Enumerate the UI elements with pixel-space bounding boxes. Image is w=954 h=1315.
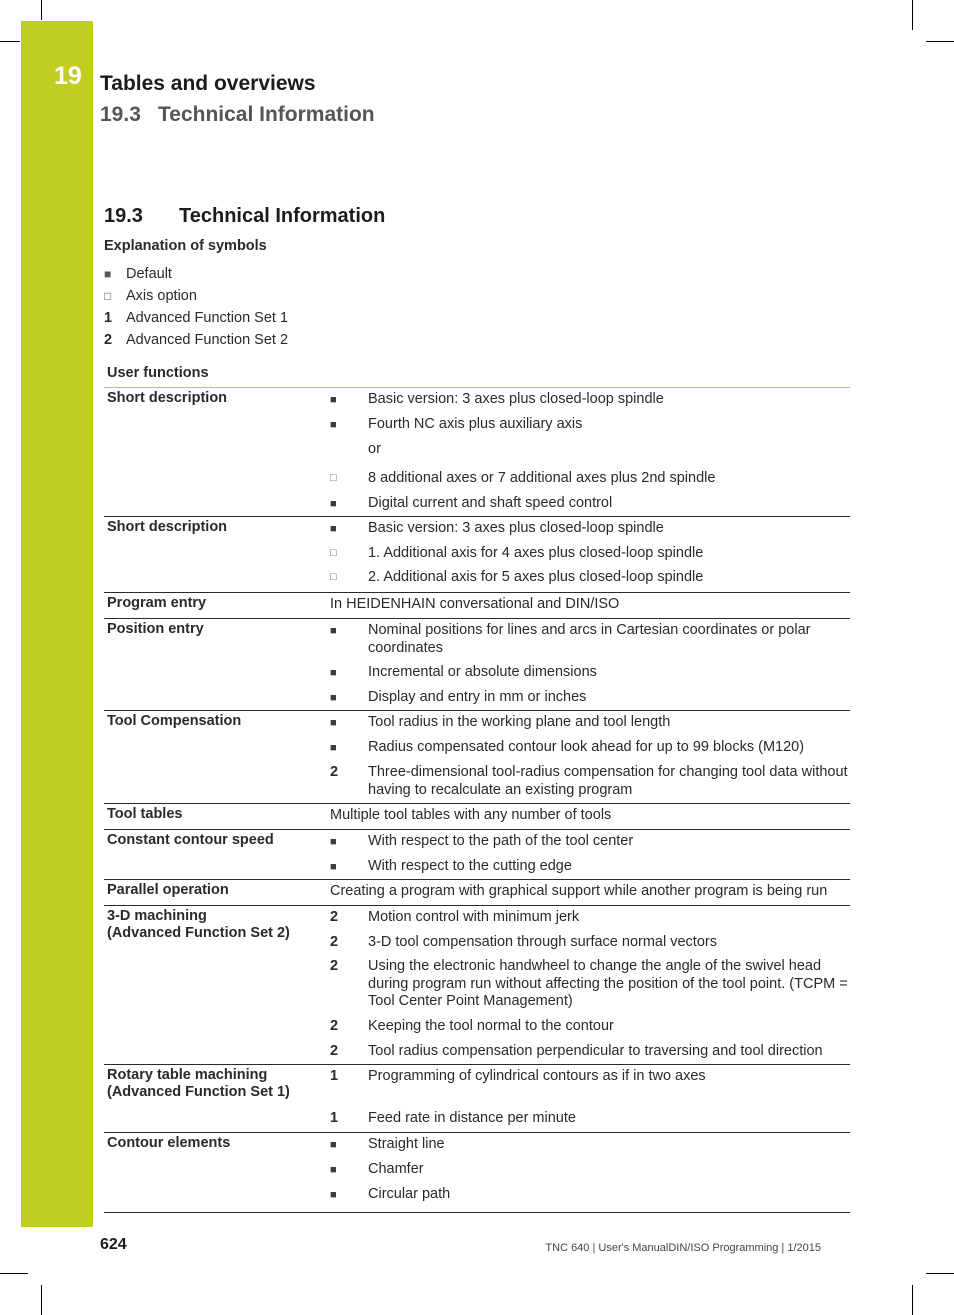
chapter-title: Tables and overviews bbox=[100, 72, 316, 95]
item-text: Tool radius compensation perpendicular to traversing and tool direction bbox=[368, 1043, 823, 1059]
row-item bbox=[330, 664, 850, 682]
page-number: 624 bbox=[100, 1236, 127, 1253]
default-bullet-icon: ■ bbox=[330, 1189, 337, 1201]
row-label: Tool Compensation bbox=[107, 713, 242, 729]
item-text: Incremental or absolute dimensions bbox=[368, 664, 597, 680]
row-item bbox=[330, 739, 850, 757]
row-label: 3-D machining (Advanced Function Set 2) bbox=[107, 908, 290, 941]
function-set-number: 2 bbox=[330, 1043, 339, 1059]
table-row bbox=[104, 1133, 850, 1213]
item-text: Basic version: 3 axes plus closed-loop spindle bbox=[368, 520, 664, 536]
option-bullet-icon: □ bbox=[330, 547, 337, 559]
table-title: User functions bbox=[107, 365, 209, 381]
table-row bbox=[104, 880, 850, 906]
row-item bbox=[330, 520, 850, 538]
row-item bbox=[330, 934, 850, 952]
row-label: Short description bbox=[107, 390, 228, 406]
section-number: 19.3 bbox=[104, 205, 143, 227]
item-text: 2. Additional axis for 5 axes plus closed-loop spindle bbox=[368, 569, 704, 585]
row-label: Short description bbox=[107, 519, 228, 535]
row-item bbox=[330, 441, 850, 459]
item-text: With respect to the cutting edge bbox=[368, 858, 572, 874]
row-item bbox=[330, 495, 850, 513]
section-title: Technical Information bbox=[179, 205, 386, 227]
row-item bbox=[330, 909, 850, 927]
item-text: Straight line bbox=[368, 1136, 445, 1152]
row-label: Position entry bbox=[107, 621, 204, 637]
default-bullet-icon: ■ bbox=[330, 498, 337, 510]
row-item bbox=[330, 596, 850, 614]
item-text: Tool radius in the working plane and tool length bbox=[368, 714, 671, 730]
section-heading bbox=[104, 205, 385, 228]
chapter-number: 19 bbox=[54, 62, 82, 90]
legend-text: Advanced Function Set 1 bbox=[126, 310, 289, 326]
table-row bbox=[104, 830, 850, 880]
footer-text: TNC 640 | User's ManualDIN/ISO Programming | 1/2015 bbox=[545, 1242, 821, 1254]
option-symbol-icon: □ bbox=[104, 289, 112, 303]
option-bullet-icon: □ bbox=[330, 472, 337, 484]
legend-item bbox=[104, 307, 504, 329]
row-label: Contour elements bbox=[107, 1135, 231, 1151]
row-label: Rotary table machining (Advanced Function Set 1) bbox=[107, 1067, 290, 1100]
item-text: Motion control with minimum jerk bbox=[368, 909, 580, 925]
legend-text: Default bbox=[126, 266, 172, 282]
running-section-number: 19.3 bbox=[100, 103, 141, 126]
function-set-number: 2 bbox=[330, 764, 339, 780]
crop-mark bbox=[0, 41, 20, 42]
legend-text: Axis option bbox=[126, 288, 197, 304]
function-set-number: 2 bbox=[330, 1018, 339, 1034]
item-text: Display and entry in mm or inches bbox=[368, 689, 587, 705]
function-set-number: 1 bbox=[330, 1068, 339, 1084]
crop-mark bbox=[912, 1285, 913, 1315]
default-bullet-icon: ■ bbox=[330, 861, 337, 873]
row-item bbox=[330, 470, 850, 488]
item-text: In HEIDENHAIN conversational and DIN/ISO bbox=[330, 596, 620, 612]
row-item bbox=[330, 622, 850, 657]
item-text: Using the electronic handwheel to change the angle of the swivel head during program run without affecting the position of the tool point. (TCPM = Tool Center Point Management) bbox=[368, 958, 848, 1009]
symbols-explanation-title: Explanation of symbols bbox=[104, 238, 267, 254]
table-row bbox=[104, 593, 850, 619]
row-item bbox=[330, 764, 850, 799]
user-functions-table bbox=[104, 388, 850, 1213]
row-item bbox=[330, 833, 850, 851]
item-text: Fourth NC axis plus auxiliary axis bbox=[368, 416, 583, 432]
table-row bbox=[104, 804, 850, 830]
row-label: Tool tables bbox=[107, 806, 183, 822]
item-text: Digital current and shaft speed control bbox=[368, 495, 613, 511]
default-bullet-icon: ■ bbox=[330, 836, 337, 848]
item-text: 1. Additional axis for 4 axes plus closed-loop spindle bbox=[368, 545, 704, 561]
running-section-header bbox=[100, 103, 375, 127]
item-text: 8 additional axes or 7 additional axes plus 2nd spindle bbox=[368, 470, 716, 486]
item-text: Three-dimensional tool-radius compensation for changing tool data without having to recalculate an existing program bbox=[368, 764, 848, 798]
default-symbol-icon: ■ bbox=[104, 267, 112, 281]
table-row bbox=[104, 906, 850, 1065]
row-item bbox=[330, 1136, 850, 1154]
row-label: Program entry bbox=[107, 595, 207, 611]
legend-number: 1 bbox=[104, 310, 113, 326]
item-text: Nominal positions for lines and arcs in Cartesian coordinates or polar coordinates bbox=[368, 622, 811, 656]
function-set-number: 2 bbox=[330, 909, 339, 925]
default-bullet-icon: ■ bbox=[330, 394, 337, 406]
row-item bbox=[330, 1068, 850, 1086]
option-bullet-icon: □ bbox=[330, 571, 337, 583]
function-set-number: 1 bbox=[330, 1110, 339, 1126]
chapter-sidebar bbox=[21, 21, 93, 1227]
crop-mark bbox=[926, 41, 954, 42]
row-label: Constant contour speed bbox=[107, 832, 274, 848]
legend-item bbox=[104, 285, 504, 307]
row-item bbox=[330, 714, 850, 732]
function-set-number: 2 bbox=[330, 958, 339, 974]
default-bullet-icon: ■ bbox=[330, 742, 337, 754]
running-section-title: Technical Information bbox=[158, 103, 375, 126]
table-row bbox=[104, 388, 850, 517]
legend-item bbox=[104, 329, 504, 351]
table-row bbox=[104, 517, 850, 593]
crop-mark bbox=[41, 1285, 42, 1315]
row-item bbox=[330, 1018, 850, 1036]
row-item bbox=[330, 858, 850, 876]
item-text: Radius compensated contour look ahead for up to 99 blocks (M120) bbox=[368, 739, 805, 755]
row-item bbox=[330, 391, 850, 409]
row-item bbox=[330, 883, 850, 901]
table-title-row bbox=[104, 363, 850, 388]
crop-mark bbox=[912, 0, 913, 30]
legend-text: Advanced Function Set 2 bbox=[126, 332, 289, 348]
row-item bbox=[330, 545, 850, 563]
row-item bbox=[330, 1186, 850, 1204]
crop-mark bbox=[0, 1273, 28, 1274]
item-text: Chamfer bbox=[368, 1161, 424, 1177]
row-item bbox=[330, 689, 850, 707]
default-bullet-icon: ■ bbox=[330, 667, 337, 679]
item-text: Circular path bbox=[368, 1186, 451, 1202]
row-item bbox=[330, 807, 850, 825]
item-text: Programming of cylindrical contours as if in two axes bbox=[368, 1068, 706, 1084]
row-item bbox=[330, 1161, 850, 1179]
legend-number: 2 bbox=[104, 332, 113, 348]
default-bullet-icon: ■ bbox=[330, 523, 337, 535]
row-label: Parallel operation bbox=[107, 882, 229, 898]
table-row bbox=[104, 1065, 850, 1133]
default-bullet-icon: ■ bbox=[330, 717, 337, 729]
item-text: Keeping the tool normal to the contour bbox=[368, 1018, 614, 1034]
row-item bbox=[330, 1110, 850, 1128]
default-bullet-icon: ■ bbox=[330, 692, 337, 704]
item-text: Basic version: 3 axes plus closed-loop spindle bbox=[368, 391, 664, 407]
item-text: Multiple tool tables with any number of tools bbox=[330, 807, 612, 823]
item-text: With respect to the path of the tool center bbox=[368, 833, 634, 849]
item-text: 3-D tool compensation through surface normal vectors bbox=[368, 934, 717, 950]
default-bullet-icon: ■ bbox=[330, 625, 337, 637]
crop-mark bbox=[926, 1273, 954, 1274]
row-item bbox=[330, 569, 850, 587]
crop-mark bbox=[41, 0, 42, 20]
function-set-number: 2 bbox=[330, 934, 339, 950]
default-bullet-icon: ■ bbox=[330, 1164, 337, 1176]
table-row bbox=[104, 711, 850, 804]
symbol-legend bbox=[104, 263, 504, 351]
item-text: Feed rate in distance per minute bbox=[368, 1110, 576, 1126]
legend-item bbox=[104, 263, 504, 285]
table-row bbox=[104, 619, 850, 711]
default-bullet-icon: ■ bbox=[330, 419, 337, 431]
row-item bbox=[330, 958, 850, 1011]
item-text: or bbox=[368, 441, 381, 457]
default-bullet-icon: ■ bbox=[330, 1139, 337, 1151]
row-item bbox=[330, 416, 850, 434]
row-item bbox=[330, 1043, 850, 1061]
item-text: Creating a program with graphical support while another program is being run bbox=[330, 883, 828, 899]
